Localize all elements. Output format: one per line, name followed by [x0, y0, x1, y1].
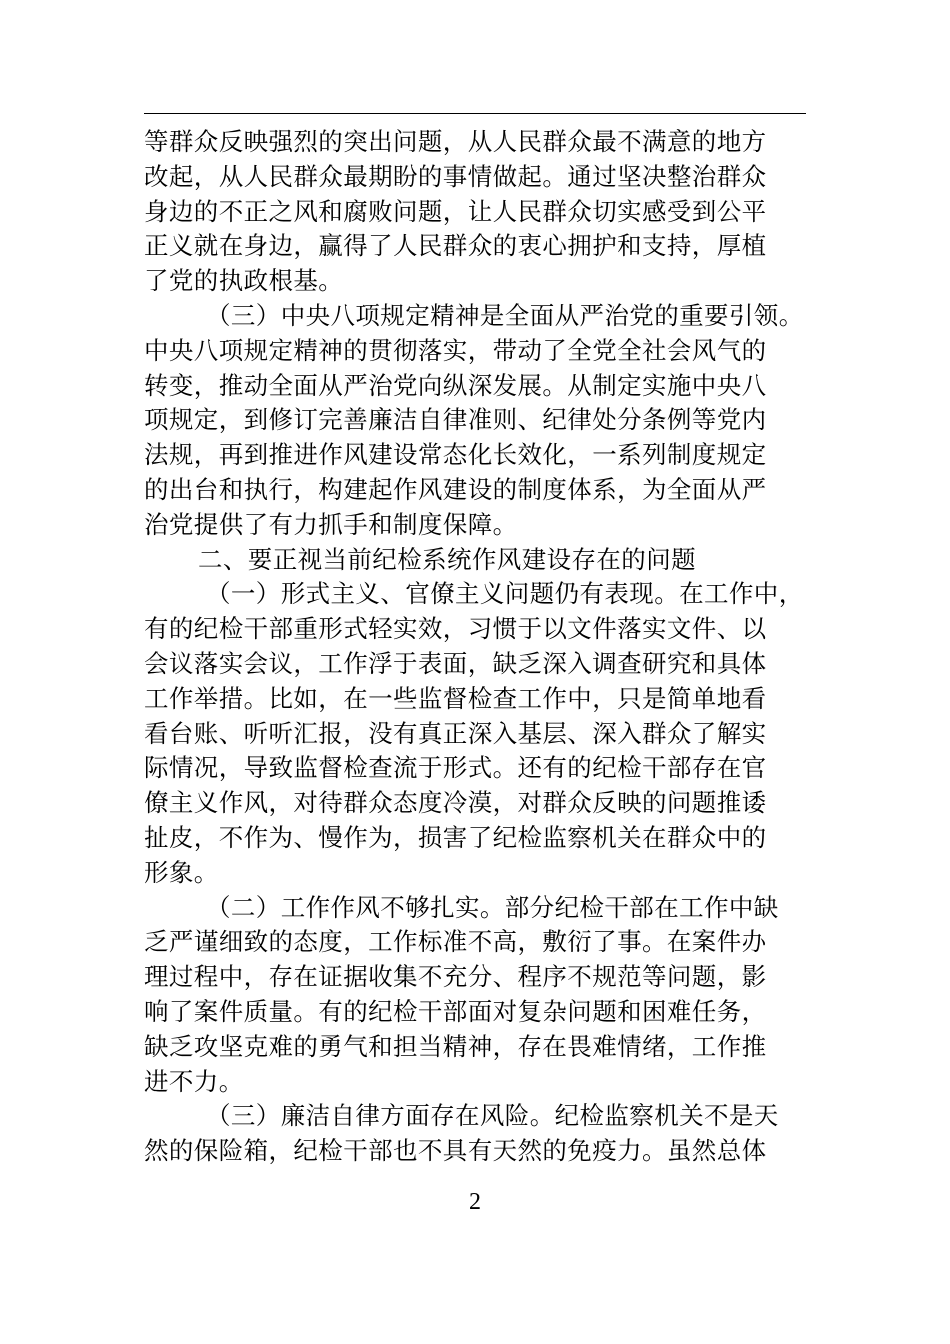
subsection-heading: （二）工作作风不够扎实。部分纪检干部在工作中缺	[206, 892, 779, 922]
section-heading: 二、要正视当前纪检系统作风建设存在的问题	[198, 544, 696, 574]
text-line: 形象。	[144, 857, 219, 887]
subsection-heading: （一）形式主义、官僚主义问题仍有表现。在工作中，	[206, 579, 804, 609]
text-line: 法规，再到推进作风建设常态化长效化，一系列制度规定	[144, 440, 767, 470]
text-line: 治党提供了有力抓手和制度保障。	[144, 509, 518, 539]
text-line: 了党的执政根基。	[144, 266, 344, 296]
document-body	[144, 125, 809, 1169]
subsection-heading: （三）中央八项规定精神是全面从严治党的重要引领。	[206, 300, 804, 330]
text-line: 转变，推动全面从严治党向纵深发展。从制定实施中央八	[144, 370, 767, 400]
text-line: 僚主义作风，对待群众态度冷漠，对群众反映的问题推诿	[144, 788, 767, 818]
subsection-heading: （三）廉洁自律方面存在风险。纪检监察机关不是天	[206, 1101, 779, 1131]
text-line: 缺乏攻坚克难的勇气和担当精神，存在畏难情绪，工作推	[144, 1031, 767, 1061]
page-number: 2	[469, 1189, 481, 1215]
text-line: 改起，从人民群众最期盼的事情做起。通过坚决整治群众	[144, 161, 767, 191]
text-line: 然的保险箱，纪检干部也不具有天然的免疫力。虽然总体	[144, 1136, 767, 1166]
text-line: 际情况，导致监督检查流于形式。还有的纪检干部存在官	[144, 753, 767, 783]
text-line: 中央八项规定精神的贯彻落实，带动了全党全社会风气的	[144, 335, 767, 365]
text-line: 正义就在身边，赢得了人民群众的衷心拥护和支持，厚植	[144, 231, 767, 261]
text-line: 有的纪检干部重形式轻实效，习惯于以文件落实文件、以	[144, 614, 767, 644]
text-line: 看台账、听听汇报，没有真正深入基层、深入群众了解实	[144, 718, 767, 748]
text-line: 身边的不正之风和腐败问题，让人民群众切实感受到公平	[144, 196, 767, 226]
text-line: 项规定，到修订完善廉洁自律准则、纪律处分条例等党内	[144, 405, 767, 435]
text-line: 工作举措。比如，在一些监督检查工作中，只是简单地看	[144, 683, 767, 713]
text-line: 响了案件质量。有的纪检干部面对复杂问题和困难任务，	[144, 996, 767, 1026]
text-line: 的出台和执行，构建起作风建设的制度体系，为全面从严	[144, 474, 767, 504]
header-rule	[144, 113, 806, 114]
text-line: 理过程中，存在证据收集不充分、程序不规范等问题，影	[144, 962, 767, 992]
text-line: 等群众反映强烈的突出问题，从人民群众最不满意的地方	[144, 127, 767, 156]
text-line: 进不力。	[144, 1066, 244, 1096]
text-line: 扯皮，不作为、慢作为，损害了纪检监察机关在群众中的	[144, 822, 767, 852]
text-line: 乏严谨细致的态度，工作标准不高，敷衍了事。在案件办	[144, 927, 767, 957]
text-line: 会议落实会议，工作浮于表面，缺乏深入调查研究和具体	[144, 648, 767, 678]
